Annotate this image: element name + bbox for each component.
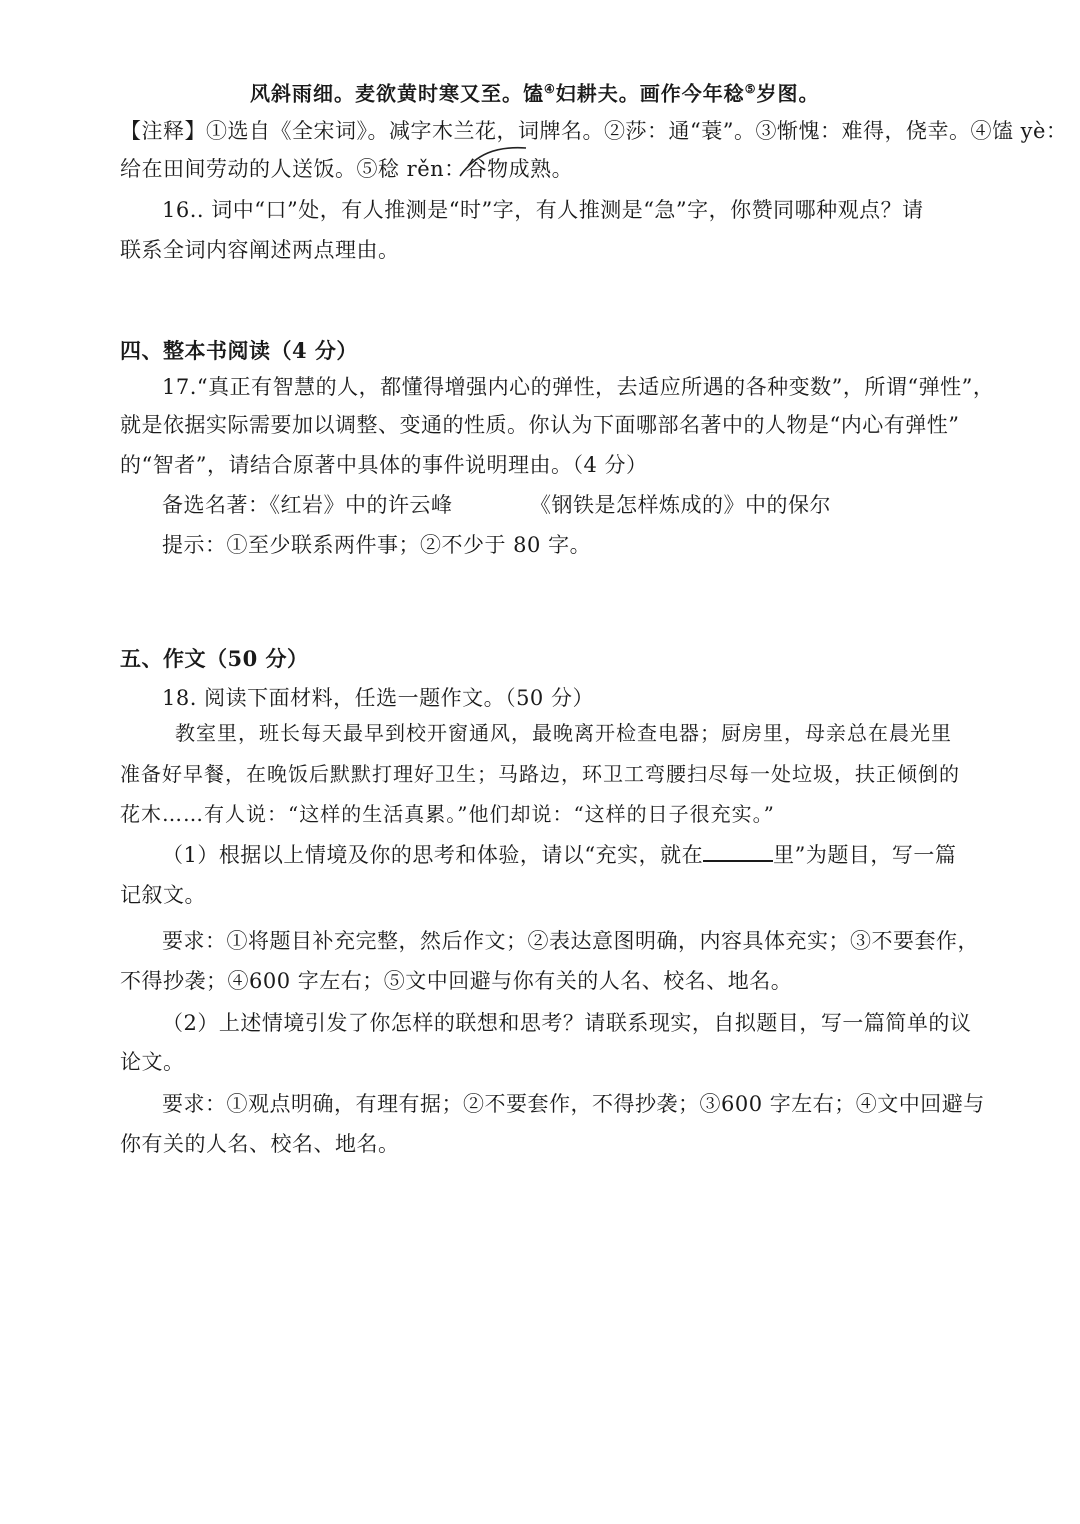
task-1-text-a: （1）根据以上情境及你的思考和体验，请以“充实，就在 [162, 843, 704, 867]
task-1-line-2: 记叙文。 [120, 883, 206, 907]
requirements-1-line-2: 不得抄袭；④600 字左右；⑤文中回避与你有关的人名、校名、地名。 [120, 969, 793, 993]
book-option-hongyan: 《红岩》中的许云峰 [269, 493, 453, 517]
section-4-heading: 四、整本书阅读（4 分） [120, 338, 358, 363]
material-line-2: 准备好早餐，在晚饭后默默打理好卫生；马路边，环卫工弯腰扫尽每一处垃圾，扶正倾倒的 [120, 762, 960, 786]
poem-last-line [250, 74, 820, 109]
task-1-text-b: 里”为题目，写一篇 [773, 843, 957, 867]
footnote-marker-5: ⑤ [744, 82, 757, 96]
book-option-gangtie: 《钢铁是怎样炼成的》中的保尔 [530, 493, 831, 517]
section-5-heading: 五、作文（50 分） [120, 646, 309, 671]
question-17-line-3: 的“智者”，请结合原著中具体的事件说明理由。（4 分） [120, 453, 648, 477]
poem-text-c: 岁图。 [756, 81, 820, 106]
requirements-1-line-1: 要求：①将题目补充完整，然后作文；②表达意图明确，内容具体充实；③不要套作， [162, 929, 979, 953]
poem-text-b: 妇耕夫。画作今年稔 [555, 81, 745, 106]
book-options-row [162, 490, 453, 520]
book-options-label: 备选名著： [162, 493, 270, 517]
requirements-2-line-2: 你有关的人名、校名、地名。 [120, 1132, 400, 1156]
task-1-line-1 [162, 840, 956, 870]
question-16-line-2: 联系全词内容阐述两点理由。 [120, 238, 400, 262]
task-2-line-2: 论文。 [120, 1050, 185, 1074]
title-blank [703, 840, 773, 862]
notes-line-2: 给在田间劳动的人送饭。⑤稔 rěn：谷物成熟。 [120, 157, 574, 181]
question-17-line-2: 就是依据实际需要加以调整、变通的性质。你认为下面哪部名著中的人物是“内心有弹性” [120, 413, 960, 437]
material-line-1: 教室里，班长每天最早到校开窗通风，最晚离开检查电器；厨房里，母亲总在晨光里 [175, 721, 952, 745]
poem-text-a: 风斜雨细。麦欲黄时寒又至。馌 [250, 81, 544, 106]
question-18: 18. 阅读下面材料，任选一题作文。（50 分） [162, 686, 594, 710]
footnote-marker-4: ④ [544, 82, 556, 96]
material-line-3: 花木……有人说：“这样的生活真累。”他们却说：“这样的日子很充实。” [120, 802, 775, 826]
requirements-2-line-1: 要求：①观点明确，有理有据；②不要套作，不得抄袭；③600 字左右；④文中回避与 [162, 1092, 985, 1116]
question-17-hint: 提示：①至少联系两件事；②不少于 80 字。 [162, 533, 592, 557]
question-17-line-1: 17.“真正有智慧的人，都懂得增强内心的弹性，去适应所遇的各种变数”，所谓“弹性”， [162, 375, 995, 399]
task-2-line-1: （2）上述情境引发了你怎样的联想和思考？请联系现实，自拟题目，写一篇简单的议 [162, 1011, 972, 1035]
notes-line-1: 【注释】①选自《全宋词》。减字木兰花，词牌名。②莎：通“蓑”。③惭愧：难得，侥幸。④馌 yè： [120, 119, 1068, 143]
question-16-line-1: 16.. 词中“口”处，有人推测是“时”字，有人推测是“急”字，你赞同哪种观点？请 [162, 198, 924, 222]
